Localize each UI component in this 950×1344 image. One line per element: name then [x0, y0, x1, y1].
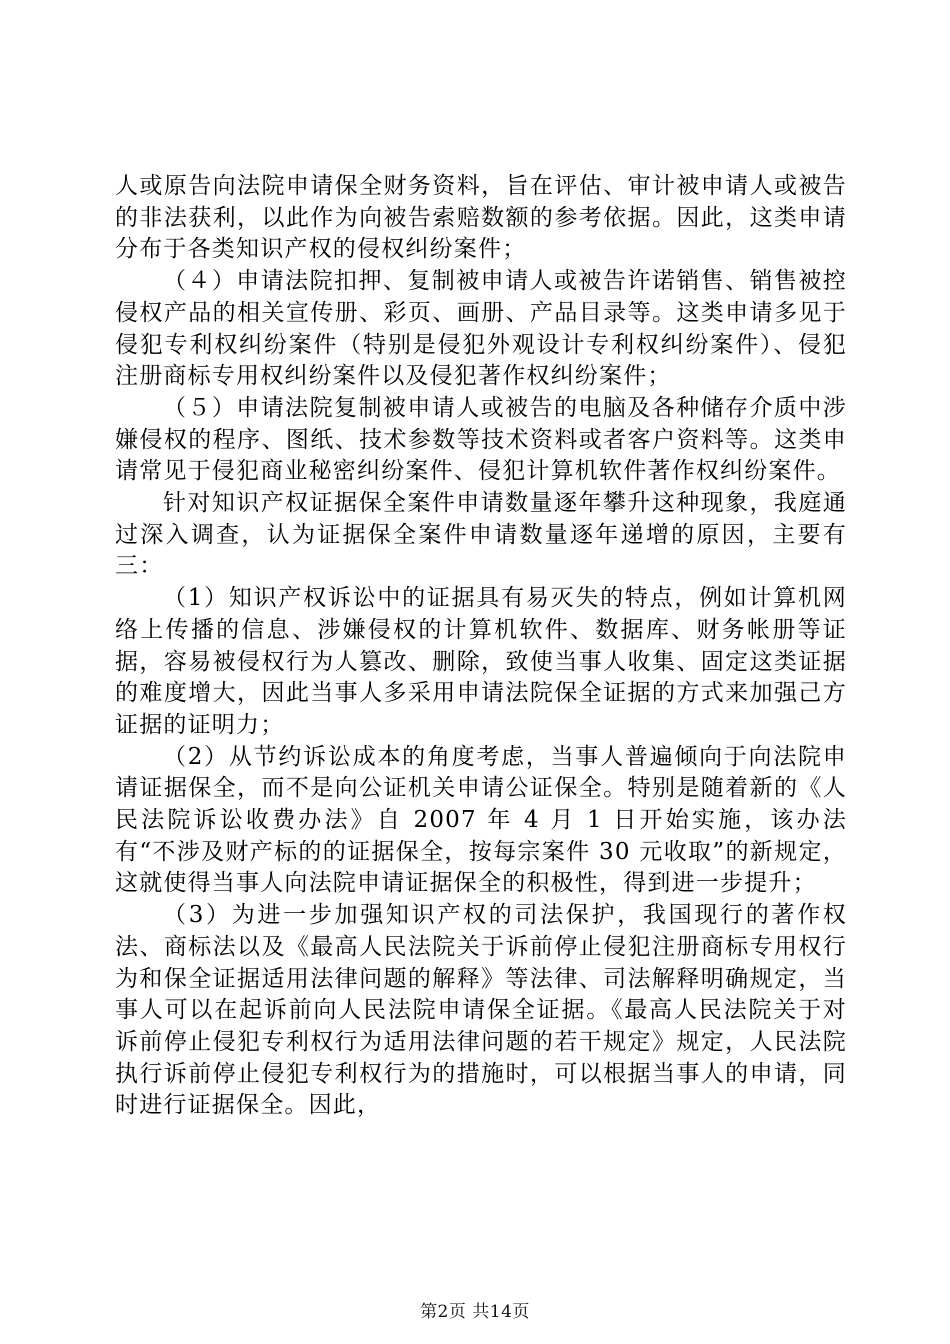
paragraph-reason-2: （2）从节约诉讼成本的角度考虑，当事人普遍倾向于向法院申请证据保全，而不是向公证机关申请公证保全。特别是随着新的《人民法院诉讼收费办法》自 2007 年 4 月 1 日开始实施，该办法有“不涉及财产标的的证据保全，按每宗案件 30 元收取”的新规定，这就使得当事人向法院申请证据保全的积极性，得到进一步提升； [115, 743, 847, 897]
page-number-footer: 第2页 共14页 [420, 1302, 530, 1322]
paragraph-item-4: （４）申请法院扣押、复制被申请人或被告许诺销售、销售被控侵权产品的相关宣传册、彩页、画册、产品目录等。这类申请多见于侵犯专利权纠纷案件（特别是侵犯外观设计专利权纠纷案件）、侵犯注册商标专用权纠纷案件以及侵犯著作权纠纷案件； [115, 268, 847, 390]
paragraph-reason-1: （1）知识产权诉讼中的证据具有易灭失的特点，例如计算机网络上传播的信息、涉嫌侵权的计算机软件、数据库、财务帐册等证据，容易被侵权行为人篡改、删除，致使当事人收集、固定这类证据的难度增大，因此当事人多采用申请法院保全证据的方式来加强己方证据的证明力； [115, 585, 847, 738]
paragraph-continuation: 人或原告向法院申请保全财务资料，旨在评估、审计被申请人或被告的非法获利，以此作为向被告索赔数额的参考依据。因此，这类申请分布于各类知识产权的侵权纠纷案件； [115, 173, 847, 263]
paragraph-item-5: （５）申请法院复制被申请人或被告的电脑及各种储存介质中涉嫌侵权的程序、图纸、技术参数等技术资料或者客户资料等。这类申请常见于侵犯商业秘密纠纷案件、侵犯计算机软件著作权纠纷案件。 [115, 394, 847, 485]
paragraph-reasons-intro: 针对知识产权证据保全案件申请数量逐年攀升这种现象，我庭通过深入调查，认为证据保全案件申请数量逐年递增的原因，主要有三： [115, 490, 847, 580]
document-body [115, 171, 847, 1122]
paragraph-reason-3: （3）为进一步加强知识产权的司法保护，我国现行的著作权法、商标法以及《最高人民法院关于诉前停止侵犯注册商标专用权行为和保全证据适用法律问题的解释》等法律、司法解释明确规定，当事人可以在起诉前向人民法院申请保全证据。《最高人民法院关于对诉前停止侵犯专利权行为适用法律问题的若干规定》规定，人民法院执行诉前停止侵犯专利权行为的措施时，可以根据当事人的申请，同时进行证据保全。因此， [115, 902, 847, 1119]
